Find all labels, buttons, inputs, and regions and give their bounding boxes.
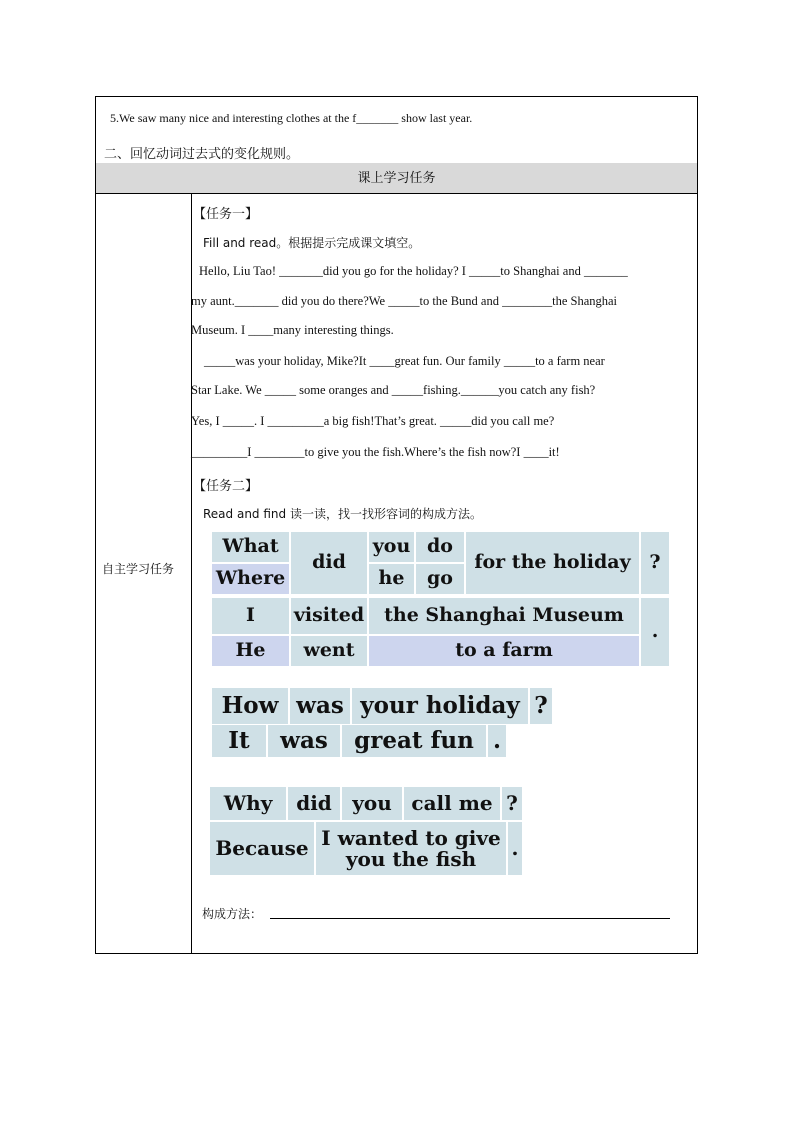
word-went: went: [291, 636, 367, 666]
word-i: I: [212, 598, 289, 634]
left-label: 自主学习任务: [102, 562, 175, 576]
phrase-for-the-holiday: for the holiday: [466, 532, 639, 594]
period-mark: .: [641, 598, 669, 666]
phrase-the-shanghai-museum: the Shanghai Museum: [369, 598, 639, 634]
phrase-great-fun: great fun: [342, 725, 486, 757]
method-label: 构成方法：: [202, 907, 263, 921]
task1-instruction: Fill and read。根据提示完成课文填空。: [203, 236, 421, 250]
word-you: you: [369, 532, 414, 562]
period-mark-3: .: [508, 822, 522, 875]
passage-line-6: Yes, I _____. I _________a big fish!That’s great. _____did you call me?: [191, 414, 555, 428]
phrase-to-a-farm: to a farm: [369, 636, 639, 666]
word-what: What: [212, 532, 289, 562]
task2-heading: 【任务二】: [193, 479, 259, 494]
word-he: he: [369, 564, 414, 594]
word-was-2: was: [268, 725, 340, 757]
passage-line-3: Museum. I ____many interesting things.: [191, 323, 394, 337]
word-did-2: did: [288, 787, 340, 820]
passage-line-5: Star Lake. We _____ some oranges and _____fishing.______you catch any fish?: [191, 383, 596, 397]
word-he-2: He: [212, 636, 289, 666]
word-go: go: [416, 564, 464, 594]
task1-heading: 【任务一】: [193, 207, 259, 222]
word-visited: visited: [291, 598, 367, 634]
period-mark-2: .: [488, 725, 506, 757]
phrase-call-me: call me: [404, 787, 500, 820]
left-column: [96, 194, 192, 953]
passage-line-2: my aunt._______ did you do there?We _____to the Bund and ________the Shanghai: [191, 294, 618, 308]
word-you-2: you: [342, 787, 402, 820]
question-mark: ?: [641, 532, 669, 594]
method-answer-line[interactable]: [270, 918, 670, 919]
recall-heading: 二、回忆动词过去式的变化规则。: [104, 147, 300, 162]
phrase-your-holiday: your holiday: [352, 688, 528, 724]
task2-instruction: Read and find 读一读，找一找形容词的构成方法。: [203, 507, 482, 521]
question-mark-3: ?: [502, 787, 522, 820]
passage-line-1: Hello, Liu Tao! _______did you go for the holiday? I _____to Shanghai and _______: [199, 264, 628, 278]
word-do: do: [416, 532, 464, 562]
word-it: It: [212, 725, 266, 757]
word-because: Because: [210, 822, 314, 875]
word-was: was: [290, 688, 350, 724]
top-row: [96, 97, 697, 164]
question-mark-2: ?: [530, 688, 552, 724]
question-5: 5.We saw many nice and interesting clothes at the f_______ show last year.: [110, 111, 473, 125]
section-bar: 课上学习任务: [96, 163, 697, 194]
phrase-i-wanted-to-give-you-the-fish: I wanted to give you the fish: [316, 822, 506, 875]
word-where: Where: [212, 564, 289, 594]
passage-line-4: _____was your holiday, Mike?It ____great fun. Our family _____to a farm near: [204, 354, 605, 368]
word-did: did: [291, 532, 367, 594]
word-why: Why: [210, 787, 286, 820]
word-how: How: [212, 688, 288, 724]
passage-line-7: _________I ________to give you the fish.Where’s the fish now?I ____it!: [191, 445, 560, 459]
